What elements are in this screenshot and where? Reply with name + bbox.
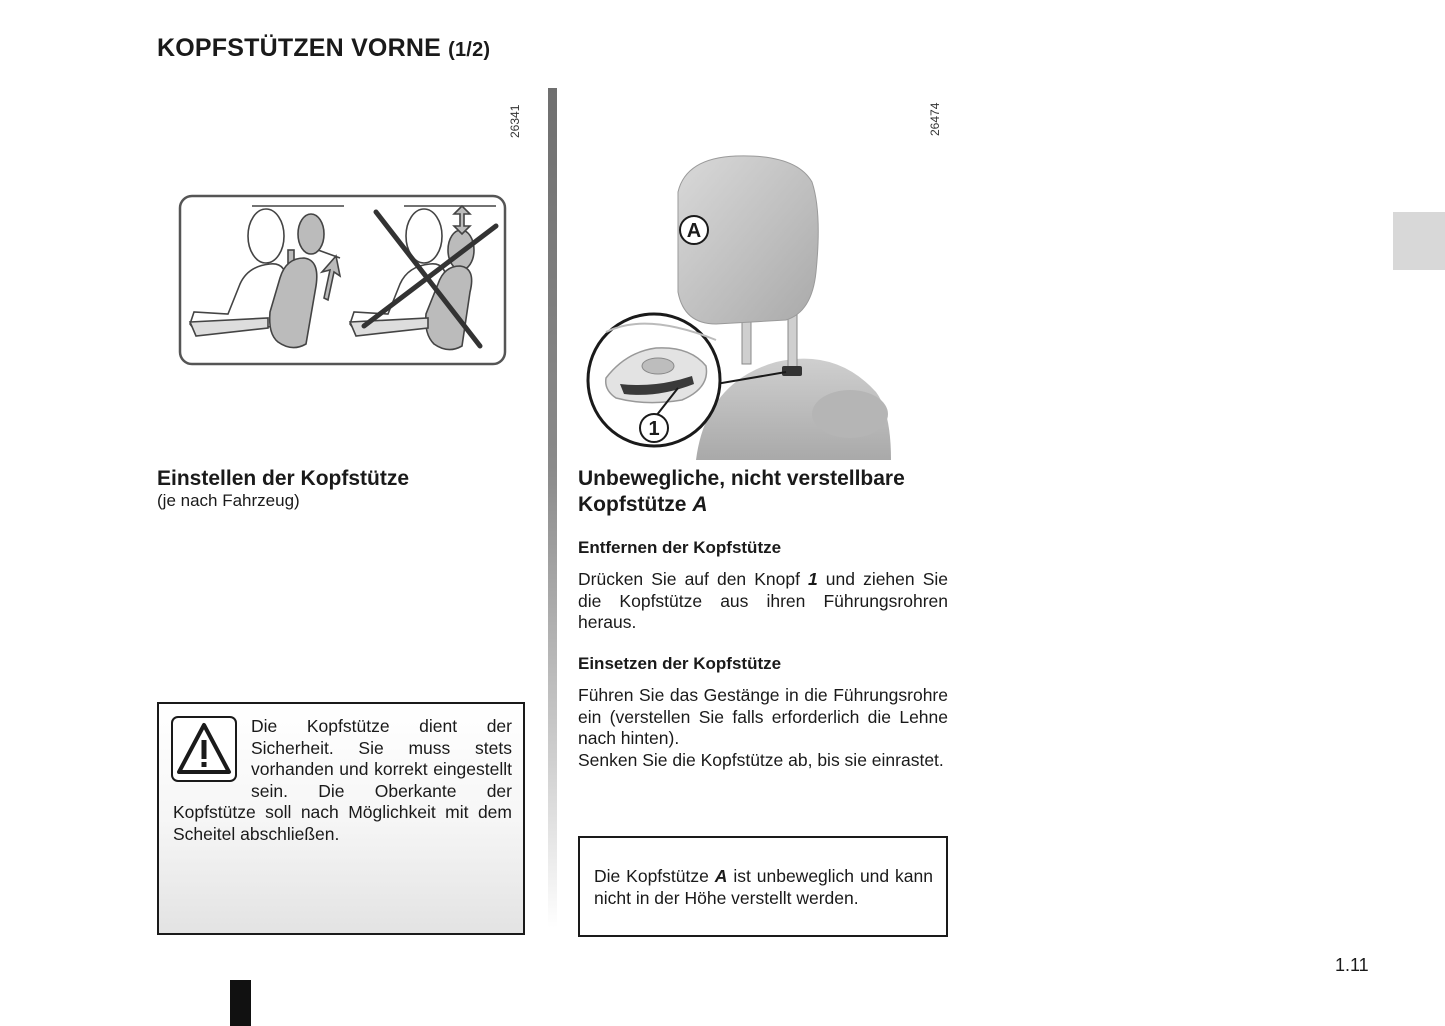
page-number: 1.11 [1335,955,1369,975]
insert-text-2: Senken Sie die Kopfstütze ab, bis sie einrastet. [578,749,944,770]
warning-triangle-icon [171,716,237,782]
warning-text: Die Kopfstütze dient der Sicherheit. Sie muss stets vorhanden und korrekt eingestellt sein. Die Oberkante der Kopfstütze soll nach Möglichkeit mit dem Scheitel abschließen. [173,716,512,844]
remove-text-ref: 1 [808,569,818,589]
remove-headrest-text [578,569,948,634]
left-section-subheading: (je nach Fahrzeug) [157,491,300,510]
label-a: A [686,220,702,242]
remove-headrest-heading: Entfernen der Kopfstütze [578,538,782,557]
insert-headrest-text [578,685,948,771]
warning-box [157,702,525,935]
right-heading-line1: Unbewegliche, nicht verstellbare [578,467,905,490]
right-section-heading [578,466,958,518]
page-title-main: KOPFSTÜTZEN VORNE [157,34,441,62]
column-divider [548,88,557,928]
remove-text-after: und ziehen Sie die Kopfstütze aus ihren Führungsrohren heraus. [578,569,948,632]
label-1: 1 [648,418,660,440]
note-text-after: ist unbeweglich und kann nicht in der Höhe verstellt werden. [594,866,934,908]
binder-mark [230,980,251,1026]
figure-code-left: 26341 [508,104,522,138]
chapter-tab [1393,212,1445,270]
right-heading-line2-text: Kopfstütze [578,493,693,516]
right-heading-line2 [578,492,958,518]
right-heading-ref: A [692,493,708,516]
detail-rod-hole [642,358,674,374]
page-title [157,34,490,63]
page-title-part: (1/2) [448,39,491,61]
seat-bolster [812,390,888,438]
note-box [578,836,948,937]
note-text-ref: A [714,866,728,886]
note-text-before: Die Kopfstütze [594,866,715,886]
insert-headrest-heading: Einsetzen der Kopfstütze [578,654,782,673]
remove-text-before: Drücken Sie auf den Knopf [578,569,809,589]
note-text [594,866,933,909]
headrest-adjustment-illustration [178,194,508,368]
left-section-heading: Einstellen der Kopfstütze [157,467,410,490]
figure-code-right: 26474 [928,102,942,136]
insert-text-1: Führen Sie das Gestänge in die Führungsrohre ein (verstellen Sie falls erforderlich die Lehne nach hinten). [578,685,948,748]
headrest-guide-button [782,366,802,376]
fixed-headrest-illustration [586,152,896,460]
